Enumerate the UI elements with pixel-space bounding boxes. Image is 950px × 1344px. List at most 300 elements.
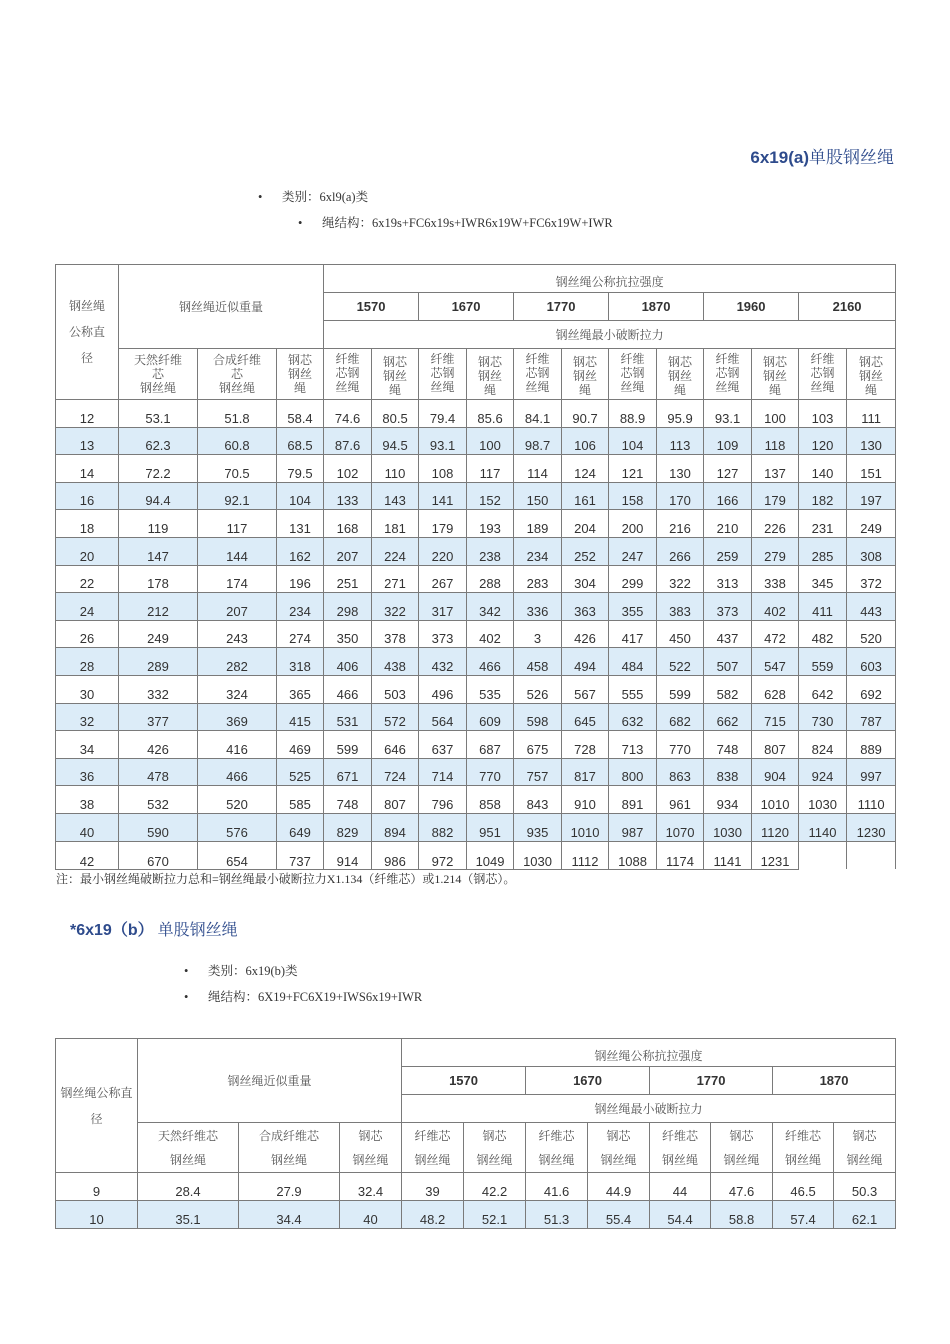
value-cell: 166 [704,482,752,510]
value-cell: 1230 [847,813,896,841]
value-cell: 728 [562,731,609,759]
value-cell: 152 [467,482,514,510]
diameter-cell: 13 [56,427,119,455]
value-cell [799,841,847,869]
value-cell: 220 [419,537,467,565]
value-cell: 133 [324,482,372,510]
value-cell: 889 [847,731,896,759]
value-cell: 914 [324,841,372,869]
value-cell: 266 [657,537,704,565]
value-cell: 50.3 [834,1173,896,1201]
value-cell: 522 [657,648,704,676]
diameter-cell: 36 [56,758,119,786]
break-subheader: 钢芯 钢丝绳 [834,1123,896,1173]
value-cell: 662 [704,703,752,731]
value-cell: 249 [847,510,896,538]
value-cell: 687 [467,731,514,759]
value-cell: 72.2 [119,455,198,483]
value-cell: 1110 [847,786,896,814]
value-cell: 458 [514,648,562,676]
value-cell: 48.2 [402,1201,464,1229]
value-cell: 197 [847,482,896,510]
value-cell: 224 [372,537,419,565]
value-cell: 692 [847,675,896,703]
value-cell: 599 [324,731,372,759]
value-cell: 179 [752,482,799,510]
value-cell: 714 [419,758,467,786]
value-cell: 106 [562,427,609,455]
value-cell: 1174 [657,841,704,869]
section-b-title-text: 单股钢丝绳 [157,922,238,939]
grade-1670: 1670 [526,1067,650,1095]
value-cell: 1112 [562,841,609,869]
value-cell: 567 [562,675,609,703]
value-cell: 632 [609,703,657,731]
header-weight: 钢丝绳近似重量 [119,265,324,349]
value-cell: 57.4 [773,1201,834,1229]
value-cell: 532 [119,786,198,814]
value-cell: 572 [372,703,419,731]
section-a-title-text: 单股钢丝绳 [809,148,894,167]
value-cell: 417 [609,620,657,648]
value-cell: 355 [609,593,657,621]
value-cell: 748 [704,731,752,759]
value-cell: 383 [657,593,704,621]
value-cell: 117 [467,455,514,483]
diameter-cell: 42 [56,841,119,869]
value-cell: 411 [799,593,847,621]
break-subheader: 纤维芯 钢丝绳 [402,1123,464,1173]
break-subheader: 纤维芯钢丝绳 [799,349,847,400]
value-cell: 34.4 [239,1201,340,1229]
table-row [56,1201,896,1229]
value-cell: 1030 [799,786,847,814]
value-cell: 114 [514,455,562,483]
value-cell: 426 [119,731,198,759]
value-cell: 259 [704,537,752,565]
value-cell: 466 [198,758,277,786]
value-cell: 406 [324,648,372,676]
value-cell: 121 [609,455,657,483]
value-cell: 102 [324,455,372,483]
value-cell: 308 [847,537,896,565]
value-cell: 322 [372,593,419,621]
value-cell: 94.5 [372,427,419,455]
grade-2160: 2160 [799,293,896,321]
grade-1670: 1670 [419,293,514,321]
value-cell: 207 [324,537,372,565]
table-6x19b [55,1038,896,1229]
table-row [56,703,896,731]
diameter-cell: 16 [56,482,119,510]
value-cell: 110 [372,455,419,483]
value-cell: 168 [324,510,372,538]
value-cell: 304 [562,565,609,593]
diameter-cell: 10 [56,1201,138,1229]
value-cell: 372 [847,565,896,593]
value-cell: 318 [277,648,324,676]
break-subheader: 纤维芯钢丝绳 [609,349,657,400]
value-cell: 682 [657,703,704,731]
break-subheader: 钢芯 钢丝绳 [588,1123,650,1173]
value-cell: 62.1 [834,1201,896,1229]
grade-1870: 1870 [609,293,704,321]
value-cell: 289 [119,648,198,676]
value-cell: 283 [514,565,562,593]
value-cell: 212 [119,593,198,621]
value-cell: 559 [799,648,847,676]
value-cell: 724 [372,758,419,786]
value-cell: 934 [704,786,752,814]
value-cell: 80.5 [372,400,419,428]
weight-subheader: 天然纤维 芯 钢丝绳 [119,349,198,400]
value-cell: 47.6 [711,1173,773,1201]
value-cell: 55.4 [588,1201,650,1229]
value-cell: 402 [467,620,514,648]
value-cell: 130 [657,455,704,483]
value-cell: 161 [562,482,609,510]
value-cell: 279 [752,537,799,565]
value-cell: 891 [609,786,657,814]
value-cell: 85.6 [467,400,514,428]
value-cell: 162 [277,537,324,565]
value-cell: 342 [467,593,514,621]
section-b-title [70,917,238,940]
table-row [56,510,896,538]
value-cell: 987 [609,813,657,841]
diameter-cell: 20 [56,537,119,565]
value-cell: 100 [467,427,514,455]
break-subheader: 钢芯 钢丝绳 [464,1123,526,1173]
section-b-structure: • 绳结构：6X19+FC6X19+IWS6x19+IWR [184,990,423,1004]
value-cell: 104 [277,482,324,510]
value-cell: 437 [704,620,752,648]
value-cell: 1030 [514,841,562,869]
value-cell: 904 [752,758,799,786]
value-cell: 109 [704,427,752,455]
section-b-category: • 类别：6x19(b)类 [184,964,298,978]
value-cell: 182 [799,482,847,510]
value-cell: 377 [119,703,198,731]
value-cell: 79.5 [277,455,324,483]
value-cell: 39 [402,1173,464,1201]
value-cell: 282 [198,648,277,676]
value-cell: 807 [752,731,799,759]
value-cell: 373 [704,593,752,621]
value-cell: 1030 [704,813,752,841]
value-cell: 204 [562,510,609,538]
diameter-cell: 38 [56,786,119,814]
value-cell: 520 [847,620,896,648]
table-row [56,731,896,759]
header-diameter: 钢丝绳公称直径 [56,265,119,400]
weight-subheader: 合成纤维 芯 钢丝绳 [198,349,277,400]
value-cell: 74.6 [324,400,372,428]
value-cell: 402 [752,593,799,621]
value-cell: 196 [277,565,324,593]
value-cell: 88.9 [609,400,657,428]
diameter-cell: 14 [56,455,119,483]
value-cell: 92.1 [198,482,277,510]
header-strength: 钢丝绳公称抗拉强度 [402,1039,896,1067]
value-cell: 972 [419,841,467,869]
value-cell: 147 [119,537,198,565]
value-cell: 124 [562,455,609,483]
value-cell: 267 [419,565,467,593]
value-cell: 817 [562,758,609,786]
bullet-icon: • [184,964,189,978]
grade-1960: 1960 [704,293,799,321]
value-cell: 535 [467,675,514,703]
value-cell: 609 [467,703,514,731]
value-cell: 170 [657,482,704,510]
grade-1770: 1770 [650,1067,773,1095]
value-cell: 141 [419,482,467,510]
value-cell: 103 [799,400,847,428]
weight-subheader: 天然纤维芯 钢丝绳 [138,1123,239,1173]
value-cell: 130 [847,427,896,455]
value-cell: 98.7 [514,427,562,455]
value-cell: 51.8 [198,400,277,428]
value-cell: 757 [514,758,562,786]
value-cell: 628 [752,675,799,703]
value-cell: 216 [657,510,704,538]
value-cell: 1010 [562,813,609,841]
value-cell: 443 [847,593,896,621]
weight-subheader: 钢芯 钢丝绳 [340,1123,402,1173]
break-subheader: 钢芯钢丝绳 [372,349,419,400]
value-cell: 350 [324,620,372,648]
value-cell: 564 [419,703,467,731]
header-min-break: 钢丝绳最小破断拉力 [402,1095,896,1123]
value-cell: 924 [799,758,847,786]
value-cell: 271 [372,565,419,593]
diameter-cell: 22 [56,565,119,593]
diameter-cell: 18 [56,510,119,538]
value-cell: 649 [277,813,324,841]
break-subheader: 钢芯钢丝绳 [657,349,704,400]
value-cell: 438 [372,648,419,676]
value-cell: 363 [562,593,609,621]
value-cell: 117 [198,510,277,538]
table-row [56,813,896,841]
value-cell: 484 [609,648,657,676]
value-cell: 482 [799,620,847,648]
section-a-category: • 类别：6xl9(a)类 [258,190,369,204]
value-cell: 336 [514,593,562,621]
break-subheader: 钢芯钢丝绳 [562,349,609,400]
value-cell: 313 [704,565,752,593]
value-cell: 42.2 [464,1173,526,1201]
value-cell: 127 [704,455,752,483]
value-cell: 247 [609,537,657,565]
value-cell: 807 [372,786,419,814]
diameter-cell: 24 [56,593,119,621]
value-cell: 637 [419,731,467,759]
table-row [56,675,896,703]
break-subheader: 钢芯 钢丝绳 [711,1123,773,1173]
header-weight: 钢丝绳近似重量 [138,1039,402,1123]
value-cell: 599 [657,675,704,703]
table-row [56,565,896,593]
value-cell: 40 [340,1201,402,1229]
table-row [56,841,896,869]
value-cell: 369 [198,703,277,731]
value-cell: 158 [609,482,657,510]
value-cell: 100 [752,400,799,428]
value-cell: 54.4 [650,1201,711,1229]
section-a-structure: • 绳结构：6x19s+FC6x19s+IWR6x19W+FC6x19W+IWR [298,216,613,230]
header-diameter: 钢丝绳公称直径 [56,1039,138,1173]
break-subheader: 纤维芯 钢丝绳 [526,1123,588,1173]
value-cell: 231 [799,510,847,538]
bullet-icon: • [298,216,303,230]
value-cell: 27.9 [239,1173,340,1201]
grade-1870: 1870 [773,1067,896,1095]
value-cell: 243 [198,620,277,648]
value-cell: 986 [372,841,419,869]
value-cell: 843 [514,786,562,814]
value-cell: 1070 [657,813,704,841]
header-min-break: 钢丝绳最小破断拉力 [324,321,896,349]
value-cell: 150 [514,482,562,510]
value-cell: 87.6 [324,427,372,455]
value-cell: 113 [657,427,704,455]
table-row [56,1173,896,1201]
value-cell: 770 [467,758,514,786]
value-cell: 210 [704,510,752,538]
value-cell: 730 [799,703,847,731]
value-cell: 238 [467,537,514,565]
value-cell: 200 [609,510,657,538]
value-cell: 373 [419,620,467,648]
value-cell: 90.7 [562,400,609,428]
value-cell: 137 [752,455,799,483]
value-cell: 737 [277,841,324,869]
value-cell: 525 [277,758,324,786]
value-cell: 317 [419,593,467,621]
value-cell: 249 [119,620,198,648]
weight-subheader: 合成纤维芯 钢丝绳 [239,1123,340,1173]
section-a-title-code: 6x19(a) [750,148,809,167]
value-cell: 60.8 [198,427,277,455]
grade-1570: 1570 [324,293,419,321]
value-cell: 120 [799,427,847,455]
value-cell: 181 [372,510,419,538]
break-subheader: 纤维芯钢丝绳 [704,349,752,400]
value-cell: 829 [324,813,372,841]
value-cell: 252 [562,537,609,565]
value-cell: 193 [467,510,514,538]
bullet-icon: • [184,990,189,1004]
value-cell: 642 [799,675,847,703]
value-cell: 585 [277,786,324,814]
value-cell: 951 [467,813,514,841]
value-cell: 144 [198,537,277,565]
table-row [56,455,896,483]
value-cell: 415 [277,703,324,731]
value-cell: 70.5 [198,455,277,483]
value-cell: 58.8 [711,1201,773,1229]
diameter-cell: 26 [56,620,119,648]
value-cell: 469 [277,731,324,759]
table-row [56,620,896,648]
value-cell: 654 [198,841,277,869]
value-cell: 68.5 [277,427,324,455]
value-cell: 715 [752,703,799,731]
value-cell: 466 [324,675,372,703]
value-cell: 1088 [609,841,657,869]
section-a-title [750,143,894,168]
value-cell: 108 [419,455,467,483]
value-cell: 713 [609,731,657,759]
value-cell: 603 [847,648,896,676]
section-b-title-code: *6x19（b） [70,922,154,939]
value-cell: 338 [752,565,799,593]
value-cell: 961 [657,786,704,814]
break-subheader: 钢芯钢丝绳 [847,349,896,400]
value-cell: 234 [277,593,324,621]
header-strength: 钢丝绳公称抗拉强度 [324,265,896,293]
value-cell: 44 [650,1173,711,1201]
value-cell: 858 [467,786,514,814]
value-cell: 507 [704,648,752,676]
value-cell: 1231 [752,841,799,869]
value-cell: 118 [752,427,799,455]
value-cell: 675 [514,731,562,759]
table-row [56,537,896,565]
value-cell: 670 [119,841,198,869]
value-cell: 466 [467,648,514,676]
value-cell: 79.4 [419,400,467,428]
table-row [56,593,896,621]
value-cell: 576 [198,813,277,841]
value-cell: 1049 [467,841,514,869]
value-cell: 93.1 [704,400,752,428]
diameter-cell: 32 [56,703,119,731]
break-subheader: 纤维芯 钢丝绳 [773,1123,834,1173]
value-cell [847,841,896,869]
value-cell: 472 [752,620,799,648]
value-cell: 298 [324,593,372,621]
value-cell: 496 [419,675,467,703]
value-cell: 555 [609,675,657,703]
diameter-cell: 9 [56,1173,138,1201]
value-cell: 324 [198,675,277,703]
value-cell: 748 [324,786,372,814]
diameter-cell: 28 [56,648,119,676]
value-cell: 285 [799,537,847,565]
value-cell: 1120 [752,813,799,841]
value-cell: 143 [372,482,419,510]
value-cell: 526 [514,675,562,703]
value-cell: 531 [324,703,372,731]
break-subheader: 纤维芯钢丝绳 [419,349,467,400]
grade-1570: 1570 [402,1067,526,1095]
break-subheader: 纤维芯钢丝绳 [514,349,562,400]
bullet-icon: • [258,190,263,204]
value-cell: 288 [467,565,514,593]
value-cell: 332 [119,675,198,703]
value-cell: 104 [609,427,657,455]
table-row [56,758,896,786]
value-cell: 935 [514,813,562,841]
value-cell: 35.1 [138,1201,239,1229]
value-cell: 51.3 [526,1201,588,1229]
value-cell: 863 [657,758,704,786]
value-cell: 28.4 [138,1173,239,1201]
value-cell: 882 [419,813,467,841]
